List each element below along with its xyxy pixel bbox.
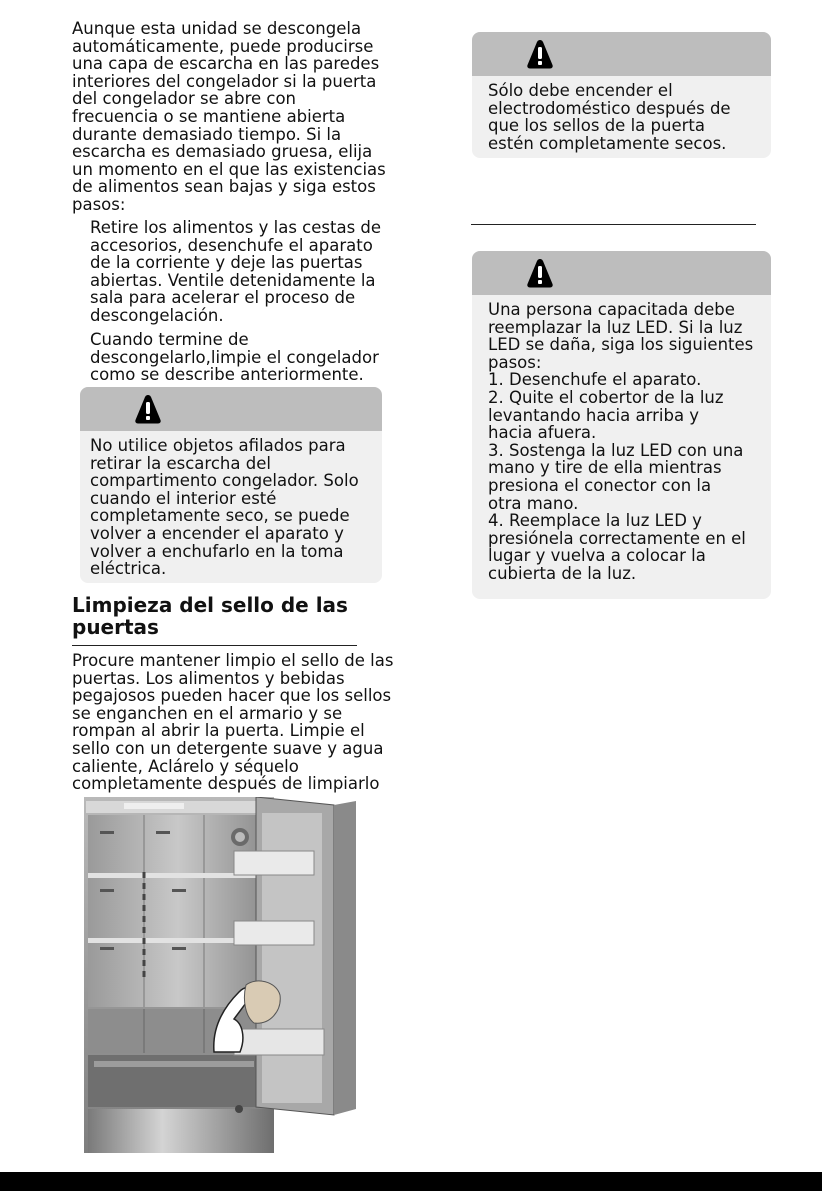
text-line: puertas xyxy=(72,614,159,639)
text-line: automáticamente, puede producirse xyxy=(72,36,374,56)
text-line: eléctrica. xyxy=(90,559,167,579)
text-line: descongelarlo,limpie el congelador xyxy=(90,347,379,367)
text-line: volver a enchufarlo en la toma xyxy=(90,541,344,561)
text-line: LED se daña, siga los siguientes xyxy=(488,335,754,355)
intro-paragraph xyxy=(72,20,402,214)
text-line: un momento en el que las existencias xyxy=(72,159,386,179)
text-line: cuando el interior esté xyxy=(90,488,277,508)
text-line: completamente seco, se puede xyxy=(90,506,350,526)
text-line: volver a encender el aparato y xyxy=(90,523,344,543)
text-line: completamente después de limpiarlo xyxy=(72,774,380,794)
text-line: durante demasiado tiempo. Si la xyxy=(72,124,342,144)
section-heading-door-seal xyxy=(72,595,372,638)
text-line: cubierta de la luz. xyxy=(488,563,637,583)
text-line: otra mano. xyxy=(488,493,579,513)
step-clean-freezer xyxy=(90,331,405,384)
text-line: accesorios, desenchufe el aparato xyxy=(90,235,373,255)
warning-box-led-replacement xyxy=(472,251,771,599)
text-line: de alimentos sean bajas y siga estos xyxy=(72,177,376,197)
text-line: Limpieza del sello de las xyxy=(72,593,348,617)
text-line: interiores del congelador si la puerta xyxy=(72,71,377,91)
text-line: pasos: xyxy=(488,352,542,372)
warning-header xyxy=(80,387,382,431)
page-footer-bar xyxy=(0,1172,822,1191)
fridge-cleaning-illustration xyxy=(84,797,356,1153)
text-line: pegajosos pueden hacer que los sellos xyxy=(72,686,392,706)
heading-divider xyxy=(72,645,357,646)
warning-box-sharp-objects xyxy=(80,387,382,583)
text-line: sala para acelerar el proceso de xyxy=(90,288,356,308)
warning-box-seals-dry xyxy=(472,32,771,158)
text-line: mano y tire de ella mientras xyxy=(488,458,722,478)
text-line: No utilice objetos afilados para xyxy=(90,436,346,455)
text-line: levantando hacia arriba y xyxy=(488,405,700,425)
text-line: presiona el conector con la xyxy=(488,475,712,495)
exclamation-triangle-icon xyxy=(134,393,162,425)
section-divider xyxy=(471,224,756,225)
text-line: 3. Sostenga la luz LED con una xyxy=(488,440,744,460)
text-line: Cuando termine de xyxy=(90,330,249,349)
text-line: reemplazar la luz LED. Si la luz xyxy=(488,317,743,337)
warning-text xyxy=(472,295,771,583)
seal-cleaning-paragraph xyxy=(72,652,402,793)
text-line: lugar y vuelva a colocar la xyxy=(488,546,706,566)
text-line: 1. Desenchufe el aparato. xyxy=(488,370,702,390)
text-line: se enganchen en el armario y se xyxy=(72,703,343,723)
text-line: puertas. Los alimentos y bebidas xyxy=(72,668,345,688)
text-line: de la corriente y deje las puertas xyxy=(90,253,363,273)
text-line: descongelación. xyxy=(90,305,224,325)
text-line: Procure mantener limpio el sello de las xyxy=(72,651,394,670)
text-line: Retire los alimentos y las cestas de xyxy=(90,218,382,237)
text-line: pasos: xyxy=(72,194,126,214)
text-line: abiertas. Ventile detenidamente la xyxy=(90,270,376,290)
step-remove-food xyxy=(90,219,405,325)
exclamation-triangle-icon xyxy=(526,38,554,70)
warning-text xyxy=(80,431,382,578)
text-line: una capa de escarcha en las paredes xyxy=(72,54,380,74)
text-line: que los sellos de la puerta xyxy=(488,116,705,136)
text-line: Una persona capacitada debe xyxy=(488,300,735,319)
text-line: presiónela correctamente en el xyxy=(488,528,746,548)
text-line: Sólo debe encender el xyxy=(488,81,673,100)
warning-header xyxy=(472,32,771,76)
text-line: 4. Reemplace la luz LED y xyxy=(488,511,702,531)
text-line: electrodoméstico después de xyxy=(488,98,731,118)
text-line: escarcha es demasiado gruesa, elija xyxy=(72,142,373,162)
text-line: Aunque esta unidad se descongela xyxy=(72,19,362,38)
text-line: del congelador se abre con xyxy=(72,89,297,109)
warning-text xyxy=(472,76,771,152)
exclamation-triangle-icon xyxy=(526,257,554,289)
text-line: como se describe anteriormente. xyxy=(90,365,364,385)
text-line: estén completamente secos. xyxy=(488,133,727,153)
text-line: sello con un detergente suave y agua xyxy=(72,738,384,758)
text-line: hacia afuera. xyxy=(488,423,597,443)
warning-header xyxy=(472,251,771,295)
text-line: compartimento congelador. Solo xyxy=(90,471,359,491)
text-line: retirar la escarcha del xyxy=(90,453,271,473)
text-line: rompan al abrir la puerta. Limpie el xyxy=(72,721,365,741)
text-line: 2. Quite el cobertor de la luz xyxy=(488,387,724,407)
text-line: frecuencia o se mantiene abierta xyxy=(72,106,346,126)
text-line: caliente, Aclárelo y séquelo xyxy=(72,756,299,776)
